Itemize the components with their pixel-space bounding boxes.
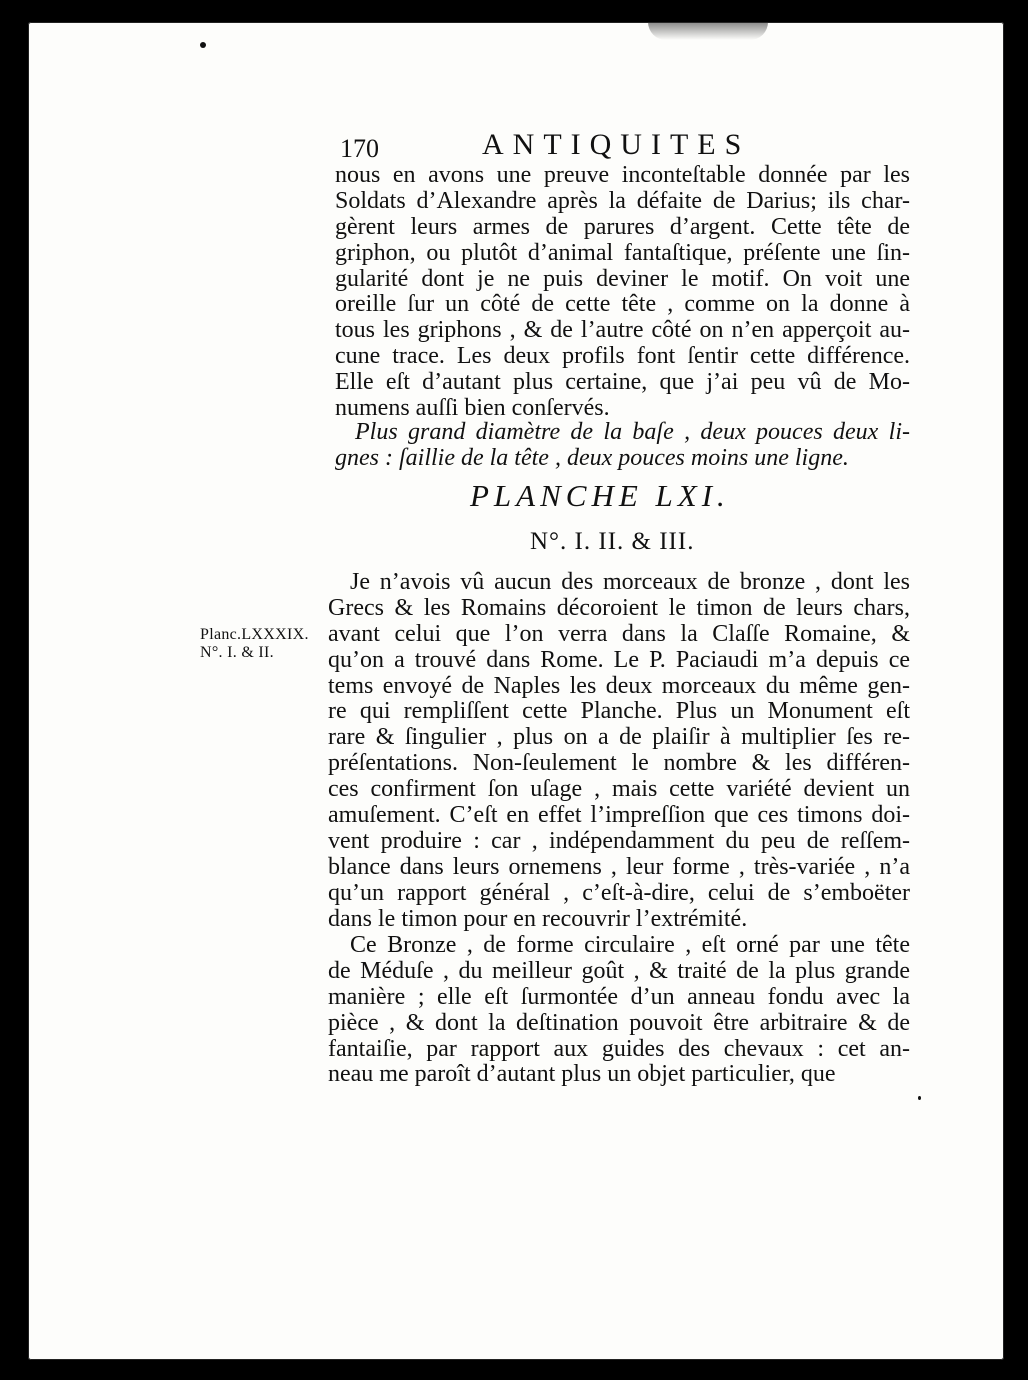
text-line: gnes : ſaillie de la tête , deux pouces moins une ligne. [335, 444, 849, 471]
text-line: Plus grand diamètre de la baſe , deux pouces deux li- [355, 419, 910, 445]
margin-note-line: N°. I. & II. [200, 644, 274, 661]
text-line: tous les griphons , & de l’autre côté on n’en apperçoit au- [335, 317, 910, 344]
text-line: rare & ſingulier , plus on a de plaiſir à multiplier ſes re- [328, 724, 910, 751]
text-line: oreille ſur un côté de cette tête , comme on la donne à [335, 291, 910, 318]
paragraph-bronze-timons [328, 570, 910, 932]
plate-heading: PLANCHE LXI. [470, 478, 730, 513]
text-line: tems envoyé de Naples les deux morceaux du même gen- [328, 672, 910, 699]
text-line: qu’on a trouvé dans Rome. Le P. Paciaudi m’a depuis ce [328, 646, 910, 673]
text-line: avant celui que l’on verra dans la Claſſe Romaine, & [328, 620, 910, 647]
plate-subheading: N°. I. II. & III. [530, 528, 695, 555]
page-number: 170 [340, 134, 379, 163]
text-line: fantaiſie, par rapport aux guides des chevaux : cet an- [328, 1035, 910, 1062]
text-line: pièce , & dont la deſtination pouvoit être arbitraire & de [328, 1009, 910, 1036]
text-line: Je n’avois vû aucun des morceaux de bronze , dont les [350, 569, 910, 595]
text-line: Soldats d’Alexandre après la défaite de Darius; ils char- [335, 187, 910, 214]
ink-speck [200, 42, 206, 48]
running-title: ANTIQUITES [482, 128, 751, 161]
paragraph-continued [335, 163, 910, 422]
text-line: de Méduſe , du meilleur goût , & traité de la plus grande [328, 957, 910, 984]
text-line: cune trace. Les deux profils font ſentir cette différence. [335, 343, 910, 370]
text-line: nous en avons une preuve inconteſtable donnée par les [335, 162, 910, 188]
text-line: re qui rempliſſent cette Planche. Plus un Monument eſt [328, 698, 910, 725]
text-line: blance dans leurs ornemens , leur forme , très-variée , n’a [328, 853, 910, 880]
text-line: dans le timon pour en recouvrir l’extrémité. [328, 905, 748, 932]
text-line: neau me paroît d’autant plus un objet particulier, que [328, 1061, 836, 1088]
text-line: préſentations. Non-ſeulement le nombre & les différen- [328, 750, 910, 777]
dimensions-note [335, 420, 910, 472]
margin-cross-reference [200, 626, 309, 662]
text-line: gularité dont je ne puis deviner le motif. On voit une [335, 265, 910, 292]
text-line: vent produire : car , indépendamment du peu de reſſem- [328, 827, 910, 854]
text-line: Ce Bronze , de forme circulaire , eſt orné par une tête [350, 932, 910, 958]
text-line: Elle eſt d’autant plus certaine, que j’ai peu vû de Mo- [335, 369, 910, 396]
page-edge-scuff [648, 22, 768, 40]
paragraph-medusa-bronze [328, 933, 910, 1088]
text-line: ces confirment ſon uſage , mais cette variété devient un [328, 776, 910, 803]
ink-speck [918, 1096, 921, 1100]
text-line: gèrent leurs armes de parures d’argent. Cette tête de [335, 213, 910, 240]
margin-note-line: Planc.LXXXIX. [200, 626, 309, 643]
text-line: manière ; elle eſt ſurmontée d’un anneau fondu avec la [328, 983, 910, 1010]
text-line: numens auſſi bien conſervés. [335, 395, 610, 422]
text-line: qu’un rapport général , c’eſt-à-dire, celui de s’emboëter [328, 879, 910, 906]
text-line: Grecs & les Romains décoroient le timon de leurs chars, [328, 594, 910, 621]
text-line: griphon, ou plutôt d’animal fantaſtique, préſente une ſin- [335, 239, 910, 266]
text-line: amuſement. C’eſt en effet l’impreſſion que ces timons doi- [328, 802, 910, 829]
